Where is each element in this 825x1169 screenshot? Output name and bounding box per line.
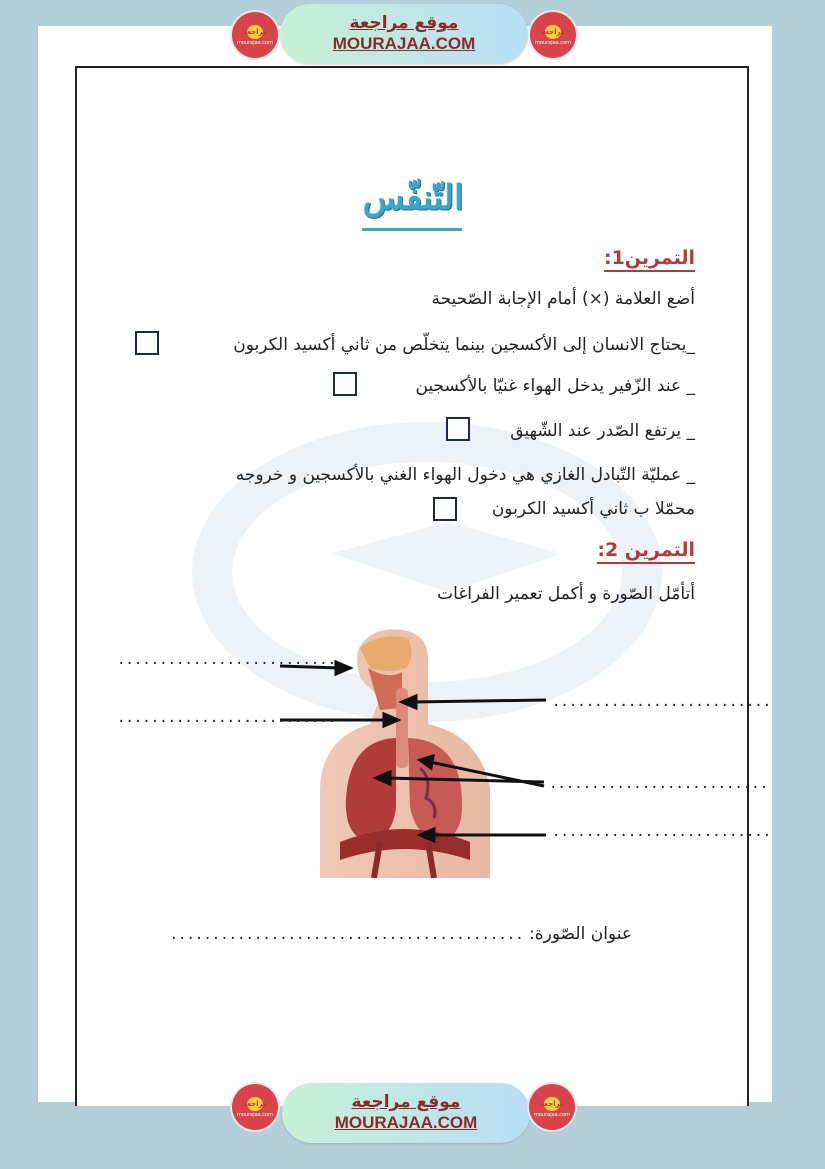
logo-badge: مراجعة: [545, 25, 561, 39]
logo-text: mourajaa.com: [236, 1111, 273, 1118]
banner-latin: MOURAJAA.COM: [334, 1113, 478, 1132]
banner-arabic: موقع مراجعة: [349, 13, 459, 33]
exercise2-heading: التمرين 2:: [597, 538, 695, 564]
checkbox-icon[interactable]: [333, 372, 357, 396]
banner-latin: MOURAJAA.COM: [332, 34, 476, 53]
arrow-icon: [270, 650, 720, 850]
logo-text: mourajaa.com: [236, 39, 273, 46]
page-title: التّنفّس: [362, 178, 464, 218]
checkbox-icon[interactable]: [135, 331, 159, 355]
checkbox-icon[interactable]: [446, 417, 470, 441]
site-banner-top[interactable]: [280, 4, 528, 64]
fill-blank[interactable]: ..........................: [117, 710, 337, 726]
banner-arabic: موقع مراجعة: [351, 1092, 461, 1112]
title-underline: [362, 228, 462, 231]
site-logo-icon: [529, 1084, 575, 1130]
exercise1-item-4: _ عمليّة التّبادل الغازي هي دخول الهواء الغني بالأكسجين و خروجه: [235, 465, 695, 485]
fill-blank[interactable]: ..........................: [117, 652, 337, 668]
exercise1-item-3: _ يرتفع الصّدر عند الشّهيق: [510, 421, 695, 441]
fill-blank[interactable]: ..........................: [549, 776, 769, 792]
site-logo-icon: [232, 12, 278, 58]
exercise1-instruction: أضع العلامة (×) أمام الإجابة الصّحيحة: [431, 289, 695, 309]
exercise1-heading: التمرين1:: [604, 246, 695, 272]
checkbox-icon[interactable]: [433, 497, 457, 521]
fill-blank[interactable]: ..........................: [552, 694, 772, 710]
image-title-field: [170, 924, 632, 944]
logo-badge: مراجعة: [247, 25, 263, 39]
exercise2-instruction: أتأمّل الصّورة و أكمل تعمير الفراغات: [437, 584, 695, 604]
site-banner-bottom[interactable]: [282, 1083, 530, 1143]
caption-label: عنوان الصّورة:: [529, 924, 632, 944]
site-logo-icon: [232, 1084, 278, 1130]
fill-blank[interactable]: ..........................: [552, 824, 772, 840]
logo-badge: مراجعة: [247, 1097, 263, 1111]
logo-text: mourajaa.com: [533, 1111, 570, 1118]
exercise1-item-4-cont: محمّلا ب ثاني أكسيد الكربون: [491, 499, 695, 519]
logo-badge: مراجعة: [544, 1097, 560, 1111]
exercise1-item-2: _ عند الزّفير يدخل الهواء غنيّا بالأكسجين: [415, 376, 695, 396]
logo-text: mourajaa.com: [534, 39, 571, 46]
site-logo-icon: [530, 12, 576, 58]
caption-blank[interactable]: ..........................................: [169, 927, 524, 943]
exercise1-item-1: _يحتاج الانسان إلى الأكسجين بينما يتخلّص من ثاني أكسيد الكربون: [233, 335, 695, 355]
